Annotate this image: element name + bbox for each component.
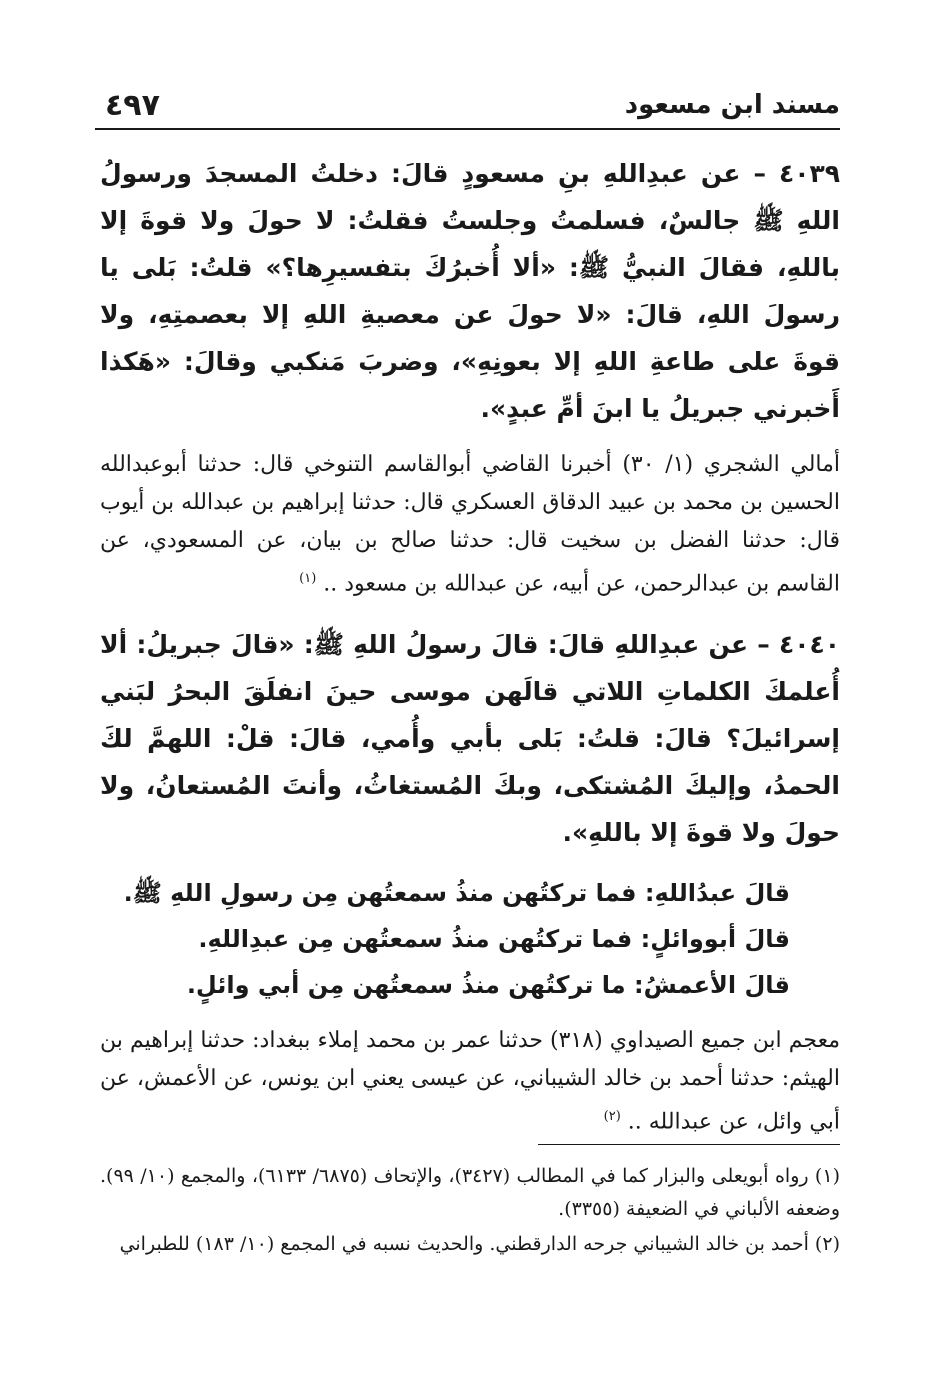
footnote-2: (٢) أحمد بن خالد الشيباني جرحه الدارقطني. والحديث نسبه في المجمع (١٠/ ١٨٣) للطبراني: [119, 1233, 840, 1255]
page-number: ٤٩٧: [105, 88, 160, 123]
footnote-divider: [538, 1144, 840, 1145]
source-citation-4040: [100, 1022, 840, 1141]
footnote-1: (١) رواه أبويعلى والبزار كما في المطالب (٣٤٢٧)، والإتحاف (٦٨٧٥/ ٦١٣٣)، والمجمع (١٠/ ٩٩). وضعفه الألباني في الضعيفة (٣٣٥٥).: [100, 1165, 840, 1220]
narrator-line: قالَ الأعمشُ: ما تركتُهن منذُ سمعتُهن مِن أبي وائلٍ.: [186, 971, 790, 1000]
footnote-ref-2: (٢): [603, 1109, 621, 1125]
source-citation-4039: [100, 446, 840, 603]
footnotes: [100, 1160, 840, 1263]
source-text: معجم ابن جميع الصيداوي (٣١٨) حدثنا عمر بن محمد إملاء ببغداد: حدثنا إبراهيم بن الهيثم: حدثنا أحمد بن خالد الشيباني، عن عيسى يعني ابن يونس، عن الأعمش، عن أبي وائل، عن عبدالله ..: [100, 1028, 841, 1135]
narrator-line: قالَ عبدُاللهِ: فما تركتُهن منذُ سمعتُهن مِن رسولِ اللهِ ﷺ.: [123, 879, 790, 908]
narrator-chain: [100, 870, 840, 1008]
footnote-ref-1: (١): [299, 571, 317, 586]
hadith-4040: ٤٠٤٠ – عن عبدِاللهِ قالَ: قالَ رسولُ اللهِ ﷺ: «قالَ جبريلُ: ألا أُعلمكَ الكلماتِ اللاتي قالَهن موسى حينَ انفلَقَ البحرُ لبَني إسرائيلَ؟ قالَ: قلتُ: بَلى بأبي وأُمي، قالَ: قلْ: اللهمَّ لكَ الحمدُ، وإليكَ المُشتكى، وبكَ المُستغاثُ، وأنتَ المُستعانُ، ولا حولَ ولا قوةَ إلا باللهِ».: [100, 630, 840, 848]
narrator-line: قالَ أبووائلٍ: فما تركتُهن منذُ سمعتُهن مِن عبدِاللهِ.: [198, 925, 790, 954]
hadith-4039: ٤٠٣٩ – عن عبدِاللهِ بنِ مسعودٍ قالَ: دخلتُ المسجدَ ورسولُ اللهِ ﷺ جالسٌ، فسلمتُ وجلستُ فقلتُ: لا حولَ ولا قوةَ إلا باللهِ، فقالَ النبيُّ ﷺ: «ألا أُخبرُكَ بتفسيرِها؟» قلتُ: بَلى يا رسولَ اللهِ، قالَ: «لا حولَ عن معصيةِ اللهِ إلا بعصمتِهِ، ولا قوةَ على طاعةِ اللهِ إلا بعونِهِ»، وضربَ مَنكبي وقالَ: «هَكذا أَخبرني جبريلُ يا ابنَ أمِّ عبدٍ».: [100, 159, 840, 423]
main-text: [100, 150, 840, 1160]
running-title: مسند ابن مسعود: [624, 90, 840, 120]
source-text: أمالي الشجري (١/ ٣٠) أخبرنا القاضي أبوالقاسم التنوخي قال: حدثنا أبوعبدالله الحسين بن محمد بن عبيد الدقاق العسكري قال: حدثنا إبراهيم بن عبدالله بن أيوب قال: حدثنا الفضل بن سخيت قال: حدثنا صالح بن بيان، عن المسعودي، عن القاسم بن عبدالرحمن، عن أبيه، عن عبدالله بن مسعود ..: [100, 452, 841, 597]
running-header: [95, 88, 840, 130]
